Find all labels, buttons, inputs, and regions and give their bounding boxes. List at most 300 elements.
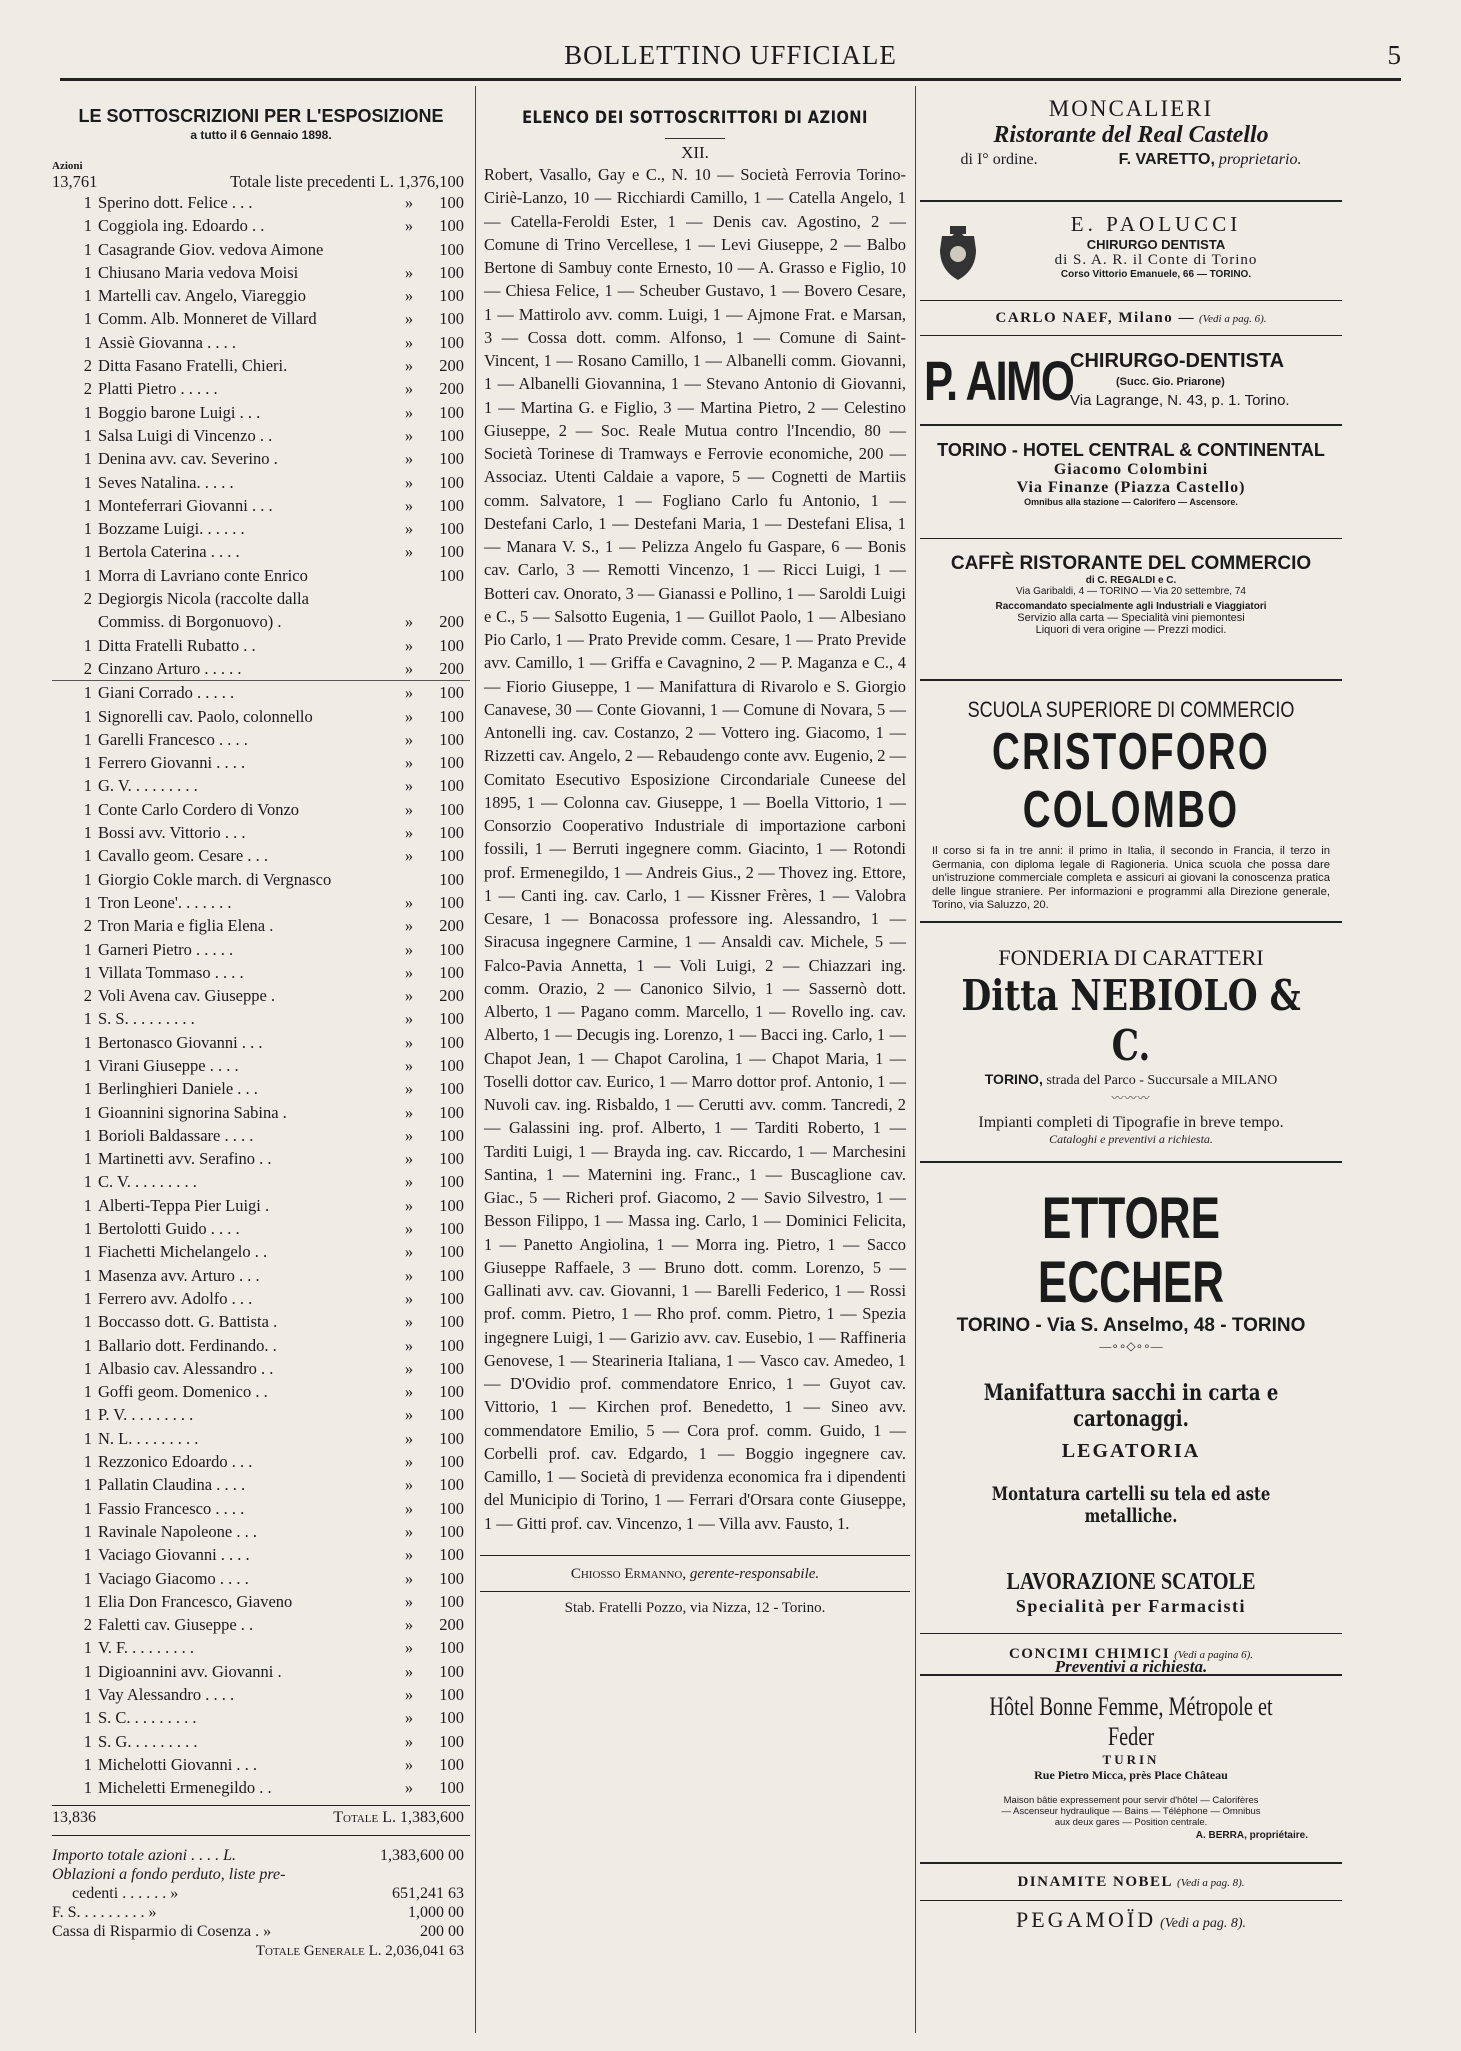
subscriber-amount: 200: [439, 916, 464, 936]
subscriber-row: [52, 821, 470, 844]
subscriber-row: [52, 1520, 470, 1543]
subscriber-shares: 1: [83, 869, 92, 889]
subscriber-row: [52, 1706, 470, 1729]
subscriber-name: Digioannini avv. Giovanni .: [98, 1661, 282, 1681]
subscriber-amount: 100: [439, 1172, 464, 1192]
ditto-mark: »: [404, 356, 414, 376]
subscriber-row: [52, 1613, 470, 1636]
subscriber-shares: 1: [83, 542, 92, 562]
ditto-mark: »: [404, 1288, 414, 1308]
subscriber-shares: 1: [83, 1172, 92, 1192]
subscriber-row: [52, 1753, 470, 1776]
subscriber-row: [52, 238, 470, 261]
subscriber-row: [52, 868, 470, 891]
subscriber-row: [52, 564, 470, 587]
subscriber-row: [52, 961, 470, 984]
subscriber-name: Faletti cav. Giuseppe . .: [98, 1615, 254, 1635]
subscriber-shares: 1: [83, 449, 92, 469]
subscriber-amount: 100: [439, 286, 464, 306]
subscriber-shares: 1: [83, 799, 92, 819]
subscriber-name: Salsa Luigi di Vincenzo . .: [98, 425, 273, 445]
subscriber-amount: 200: [439, 379, 464, 399]
hotel-title: TORINO - HOTEL CENTRAL & CONTINENTAL: [937, 440, 1325, 460]
subscriber-row: [52, 1660, 470, 1683]
ditto-mark: »: [404, 519, 414, 539]
ditto-mark: »: [404, 612, 414, 632]
subscriber-shares: 1: [83, 776, 92, 796]
subscriber-shares: 2: [83, 986, 92, 1006]
subscriber-amount: 100: [439, 1358, 464, 1378]
subscriber-name: Bossi avv. Vittorio . . .: [98, 823, 246, 843]
caffe-address: Via Garibaldi, 4 — TORINO — Via 20 settembre, 74: [1016, 586, 1246, 597]
subscriber-amount: 100: [439, 635, 464, 655]
eccher-line-1: Manifattura sacchi in carta e cartonaggi.: [983, 1380, 1279, 1432]
subscriber-amount: 100: [439, 193, 464, 212]
subscriber-shares: 1: [83, 1685, 92, 1704]
page-header: [60, 38, 1401, 78]
ditto-mark: »: [404, 1009, 414, 1029]
subscriber-shares: 1: [83, 683, 92, 703]
subscriber-shares: 1: [83, 1591, 92, 1611]
paolucci-line: di S. A. R. il Conte di Torino: [1054, 252, 1258, 268]
subscriber-name: Platti Pietro . . . . .: [98, 379, 218, 399]
subscriptions-heading: LE SOTTOSCRIZIONI PER L'ESPOSIZIONE: [78, 106, 444, 126]
subscriber-shares: 1: [83, 1009, 92, 1029]
subscriber-name: Bozzame Luigi. . . . . .: [98, 519, 245, 539]
ditto-mark: »: [404, 1172, 414, 1192]
subscriber-row: [52, 471, 470, 494]
subscriber-row: [52, 1077, 470, 1100]
ditto-mark: »: [404, 916, 414, 936]
subscriber-amount: 100: [439, 239, 464, 259]
footer-rule: [480, 1555, 910, 1556]
subscriber-amount: 100: [439, 1079, 464, 1099]
subscriber-shares: 1: [83, 1708, 92, 1728]
subscriber-amount: 100: [439, 1685, 464, 1704]
subscriber-row: [52, 774, 470, 797]
subscriber-shares: 1: [83, 309, 92, 329]
concimi-ref: (Vedi a pagina 6).: [1174, 1649, 1254, 1661]
dinamite-text: DINAMITE NOBEL: [1017, 1874, 1174, 1890]
subscriber-amount: 100: [439, 565, 464, 585]
oblazioni-value: 651,241 63: [392, 1885, 464, 1903]
subscriber-shares: 1: [83, 565, 92, 585]
ditto-mark: »: [404, 1568, 414, 1588]
subscriber-amount: 100: [439, 1591, 464, 1611]
ditto-mark: »: [404, 1405, 414, 1425]
subscriber-name: Giani Corrado . . . . .: [98, 683, 235, 703]
ditto-mark: »: [404, 495, 414, 515]
ditto-mark: »: [404, 823, 414, 843]
subscriber-shares: 2: [83, 1615, 92, 1635]
subscriber-amount: 100: [439, 729, 464, 749]
ad-aimo: [920, 336, 1342, 426]
ad-pegamoid: [920, 1901, 1342, 1939]
subscriber-amount: 100: [439, 402, 464, 422]
hotel-address: Via Finanze (Piazza Castello): [1016, 479, 1246, 496]
subscriber-shares: 1: [83, 939, 92, 959]
fonderia-wave-ornament: 〰〰〰: [1111, 1091, 1151, 1105]
ditto-mark: »: [404, 1754, 414, 1774]
subscriber-name: Cinzano Arturo . . . . .: [98, 658, 242, 678]
ditto-mark: »: [404, 1265, 414, 1285]
subscriber-name: Berlinghieri Daniele . . .: [98, 1079, 258, 1099]
cassa-value: 200 00: [420, 1923, 464, 1941]
subscriber-name: Tron Leone'. . . . . . .: [98, 892, 232, 912]
subscriber-name: Alberti-Teppa Pier Luigi .: [98, 1195, 270, 1215]
subscriber-amount: 200: [439, 986, 464, 1006]
subscriber-name: Gioannini signorina Sabina .: [98, 1102, 287, 1122]
subscriber-shares: 1: [83, 262, 92, 282]
subscriber-amount: 100: [439, 799, 464, 819]
ditto-mark: »: [404, 1149, 414, 1169]
total-count: 13,836: [52, 1809, 96, 1827]
subscriber-amount: 100: [439, 1242, 464, 1262]
subscriber-name: Villata Tommaso . . . .: [98, 962, 244, 982]
moncalieri-owner: F. VARETTO,: [1118, 151, 1215, 168]
subscriber-name: Masenza avv. Arturo . . .: [98, 1265, 260, 1285]
fs-value: 1,000 00: [408, 1904, 464, 1922]
moncalieri-owner-role: proprietario.: [1218, 151, 1302, 168]
column-divider-2: [915, 86, 916, 2033]
subscriber-row: [52, 424, 470, 447]
caffe-line-3: Liquori di vera origine — Prezzi modici.: [1035, 624, 1227, 636]
bonne-owner: A. BERRA, propriétaire.: [1195, 1830, 1308, 1841]
summary-block: [52, 1846, 470, 1941]
subscriber-shares: 1: [83, 1079, 92, 1099]
subscriber-row: [52, 1683, 470, 1706]
subscriber-shares: 1: [83, 1428, 92, 1448]
ditto-mark: »: [404, 1242, 414, 1262]
subscriber-name: Denina avv. cav. Severino .: [98, 449, 278, 469]
gerente-name: Chiosso Ermanno,: [570, 1565, 687, 1582]
subscriber-amount: 100: [439, 1009, 464, 1029]
moncalieri-ordine: di I° ordine.: [960, 151, 1038, 168]
subscriber-amount: 100: [439, 962, 464, 982]
fonderia-cataloghi: Cataloghi e preventivi a richiesta.: [1049, 1132, 1213, 1146]
fonderia-name: Ditta NEBIOLO & C.: [961, 971, 1301, 1070]
eccher-ornament: —∘∘◇∘∘—: [1099, 1339, 1163, 1353]
pegamoid-text: PEGAMOÏD: [1015, 1907, 1157, 1932]
subscriber-name: Fiachetti Michelangelo . .: [98, 1242, 268, 1262]
subscriber-row: [52, 1054, 470, 1077]
ad-caffe-commercio: [920, 553, 1342, 681]
bonne-line-3: aux deux gares — Position centrale.: [1054, 1817, 1208, 1828]
subscriber-row: [52, 1334, 470, 1357]
ditto-mark: »: [404, 1521, 414, 1541]
subscriber-row: [52, 1264, 470, 1287]
subscriber-shares: 1: [83, 962, 92, 982]
subscriber-row: [52, 1776, 470, 1799]
ditto-mark: »: [404, 1032, 414, 1052]
subscriber-row: [52, 705, 470, 728]
subscriber-amount: 100: [439, 425, 464, 445]
subscriber-row: [52, 1287, 470, 1310]
subscriber-shares: 1: [83, 1382, 92, 1402]
ditto-mark: »: [404, 193, 414, 212]
ditto-mark: »: [404, 402, 414, 422]
ditto-mark: »: [404, 1079, 414, 1099]
ditto-mark: »: [404, 1708, 414, 1728]
subscriber-row: [52, 844, 470, 867]
subscriber-row: [52, 1031, 470, 1054]
subscriber-amount: 100: [439, 1055, 464, 1075]
subscriber-amount: 100: [439, 1661, 464, 1681]
subscriber-name: Casagrande Giov. vedova Aimone: [98, 239, 324, 259]
subscriber-shares: 1: [83, 1568, 92, 1588]
subscriber-name: Bertolotti Guido . . . .: [98, 1219, 240, 1239]
subscriber-row: [52, 657, 470, 680]
subscriber-row: [52, 1124, 470, 1147]
subscriber-name: Boccasso dott. G. Battista .: [98, 1312, 278, 1332]
subscriber-row: [52, 938, 470, 961]
subscriber-shares: 1: [83, 1521, 92, 1541]
paolucci-role: CHIRURGO DENTISTA: [1086, 237, 1226, 252]
eccher-line-3: Montatura cartelli su tela ed aste metalliche.: [991, 1483, 1271, 1527]
subscriber-name: Virani Giuseppe . . . .: [98, 1055, 239, 1075]
subscriber-amount: 100: [439, 332, 464, 352]
subscriber-row: [52, 1007, 470, 1030]
subscriber-row: [52, 1310, 470, 1333]
subscriber-shares: 1: [83, 1452, 92, 1472]
scuola-name: CRISTOFORO COLOMBO: [991, 723, 1271, 839]
aimo-address: Via Lagrange, N. 43, p. 1. Torino.: [1070, 392, 1290, 409]
subscriber-amount: 100: [439, 1335, 464, 1355]
subscriber-name: Garelli Francesco . . . .: [98, 729, 248, 749]
subscriber-amount: 100: [439, 1754, 464, 1774]
subscriber-name: Sperino dott. Felice . . .: [98, 193, 253, 212]
subscriber-row: [52, 331, 470, 354]
subscriber-row: [52, 1101, 470, 1124]
subscriber-amount: 100: [439, 1102, 464, 1122]
subscriber-amount: 100: [439, 1708, 464, 1728]
eccher-preventivi: Preventivi a richiesta.: [1054, 1657, 1208, 1676]
ditto-mark: »: [404, 986, 414, 1006]
subscriber-shares: 1: [83, 1661, 92, 1681]
subscriber-shares: 2: [83, 916, 92, 936]
subscriber-shares: 1: [83, 1242, 92, 1262]
subscriber-row: [52, 587, 470, 610]
subscriber-amount: 200: [439, 612, 464, 632]
ditto-mark: »: [404, 472, 414, 492]
subscriber-shares: 1: [83, 1335, 92, 1355]
subscriber-row: [52, 354, 470, 377]
subscriber-shares: 1: [83, 1312, 92, 1332]
total-rule: [52, 1835, 470, 1836]
subscriber-row: [52, 1357, 470, 1380]
header-rule: [60, 78, 1401, 81]
subscriber-name: Pallatin Claudina . . . .: [98, 1475, 246, 1495]
subscriber-amount: 100: [439, 753, 464, 773]
subscriber-shares: 1: [83, 425, 92, 445]
ditto-mark: »: [404, 939, 414, 959]
subscriber-row: [52, 494, 470, 517]
subscriber-name: Goffi geom. Domenico . .: [98, 1382, 268, 1402]
ditto-mark: »: [404, 962, 414, 982]
subscriber-row: [52, 1403, 470, 1426]
subscriber-shares: 1: [83, 1032, 92, 1052]
subscriber-rows: [52, 191, 470, 1799]
subscriber-amount: 200: [439, 1615, 464, 1635]
subscriber-name: Degiorgis Nicola (raccolte dalla: [98, 589, 309, 609]
ditto-mark: »: [404, 1615, 414, 1635]
subscriber-row: [52, 1567, 470, 1590]
shareholders-text: Robert, Vasallo, Gay e C., N. 10 — Società Ferrovia Torino-Ciriè-Lanzo, 10 — Ricchiardi Camillo, 1 — Catella Angelo, 1 — Catella-Feroldi Ester, 1 — Denis cav. Agostino, 2 — Comune di Trino Vercellese, 1 — Levi Giuseppe, 2 — Balbo Bertone di Sambuy conte Ernesto, 10 — A. Grasso e Figlio, 10 — Chiesa Felice, 1 — Scheuber Gustavo, 1 — Bovero Cesare, 1 — Mattirolo avv. comm. Luigi, 1 — Ajmone Frat. e Marsan, 3 — Cossa dott. comm. Alfonso, 1 — Comune di Saint-Vincent, 1 — Rosano Camillo, 1 — Albanelli comm. Giovanni, 1 — Albanelli Giovannina, 1 — Stevano Antonio di Giovanni, 1 — Martina G. e Figlio, 3 — Martina Pietro, 2 — Celestino Giuseppe, 2 — Soc. Reale Mutua contro l'Incendio, 80 — Società Torinese di Tramways e Ferrovie economiche, 200 — Associaz. Utenti Caldaie a vapore, 5 — Cognetti de Martiis comm. Salvatore, 1 — Fogliano Carlo fu Antonio, 1 — Destefani Carlo, 1 — Destefani Maria, 1 — Destefani Elisa, 1 — Manara V. S., 1 — Pelizza Angelo fu Gaspare, 6 — Bonis cav. Carlo, 3 — Remotti Vincenzo, 1 — Ricci Luigi, 1 — Botteri cav. Onorato, 3 — Gianassi e Pollino, 1 — Saroldi Luigi e C., 5 — Salsotto Eugenia, 1 — Guillot Paolo, 1 — Albesiano Pio Carlo, 1 — Prato Previde comm. Cesare, 1 — Prato Previde avv. Camillo, 1 — Griffa e Cavagnino, 2 — P. Maganza e C., 4 — Fiorio Giuseppe, 1 — Manifattura di Rivarolo e S. Giorgio Canavese, 30 — Conte Giovanni, 1 — Comune di Novara, 5 — Antonelli ing. cav. Costanzo, 2 — Vottero ing. Giacomo, 1 — Rizzetti cav. Angelo, 2 — Rebaudengo conte avv. Eugenio, 2 — Comitato Esecutivo Esposizione Circondariale Cuneese del 1895, 1 — Colonna cav. Giuseppe, 1 — Boella Vittorio, 1 — Consorzio Cooperativo Industriale di importazione carboni fossili, 1 — Berruti ingegnere comm. Giacinto, 1 — Rotondi prof. Ermenegildo, 1 — Andreis Gius., 2 — Thovez ing. Ettore, 1 — Canti ing. cav. Carlo, 1 — Kissner Frères, 1 — Valobra Cesare, 1 — Bonacossa professore ing. Alessandro, 1 — Siracusa ingegnere Carmine, 1 — Ansaldi cav. Michele, 5 — Falco-Pavia Annetta, 1 — Voli Luigi, 2 — Chiazzari ing. comm. Orazio, 2 — Canonico Silvio, 1 — Sassernò dott. Alberto, 1 — Pagano comm. Marcello, 1 — Rovello ing. cav. Alberto, 1 — Decugis ing. Lorenzo, 1 — Bacci ing. Carlo, 1 — Chapot Jean, 1 — Chapot Carolina, 1 — Chapot Maria, 1 — Toselli dottor cav. Eurico, 1 — Marro dottor prof. Antonio, 1 — Nuvoli cav. ing. Risbaldo, 1 — Cerutti avv. comm. Tancredi, 2 — Galassini ing. prof. Alberto, 1 — Tarditi Roberto, 1 — Tarditi Luigi, 1 — Brayda ing. cav. Riccardo, 1 — Marchesini Santina, 1 — Maternini ing. Franc., 1 — Buscaglione cav. Giac., 5 — Richeri prof. Giacomo, 2 — Savio Silvestro, 1 — Besson Filippo, 1 — Massa ing. Carlo, 1 — Dominici Felicita, 1 — Panetto Angiolina, 1 — Morra ing. Pietro, 1 — Sacco Giuseppe Raffaele, 3 — Bruno dott. comm. Lorenzo, 5 — Gallinati avv. cav. Giovanni, 1 — Barelli Federico, 1 — Rossi prof. comm. Pietro, 1 — Rho prof. comm. Pietro, 1 — Spezia ingegnere Luigi, 1 — Garizio avv. cav. Eusebio, 1 — Raffineria Genovese, 1 — Stearineria Italiana, 1 — Vasco cav. Amedeo, 1 — D'Ovidio prof. commendatore Enrico, 1 — Guyot cav. Vittorio, 1 — Kirchen prof. Benedetto, 1 — Sineo avv. commendatore Emilio, 5 — Cora prof. comm. Guido, 1 — Corbelli prof. cav. Edgardo, 1 — Boggio ingegnere cav. Camillo, 1 — Società di previdenza economica fra i dipendenti del Municipio di Torino, 1 — Ferrari d'Orsara conte Giuseppe, 1 — Gitti prof. cav. Vincenzo, 1 — Villa avv. Fausto, 1.: [484, 165, 906, 1533]
subscriptions-date: a tutto il 6 Gennaio 1898.: [190, 128, 332, 142]
gerente-role: gerente-responsabile.: [689, 1565, 820, 1582]
paolucci-address: Corso Vittorio Emanuele, 66 — TORINO.: [1060, 269, 1252, 280]
subscriber-amount: 100: [439, 1265, 464, 1285]
subscriber-shares: 2: [83, 356, 92, 376]
subscriber-amount: 100: [439, 1731, 464, 1751]
ditto-mark: »: [404, 892, 414, 912]
subscriber-amount: 100: [439, 542, 464, 562]
subscriber-name: Conte Carlo Cordero di Vonzo: [98, 799, 300, 819]
subscriber-row: [52, 307, 470, 330]
bonne-title: Hôtel Bonne Femme, Métropole et Feder: [989, 1692, 1273, 1751]
gerente-line: [480, 1566, 910, 1583]
subscriber-name: Borioli Baldassare . . . .: [98, 1125, 254, 1145]
subscriber-name: S. C. . . . . . . . .: [98, 1708, 197, 1728]
subscriber-row: [52, 891, 470, 914]
previous-total-count: 13,761: [52, 172, 98, 191]
subscriber-name: Micheletti Ermenegildo . .: [98, 1778, 272, 1798]
subscriber-name: Giorgio Cokle march. di Vergnasco: [98, 869, 332, 889]
fonderia-address: strada del Parco - Succursale a MILANO: [1046, 1073, 1278, 1088]
scuola-text: Il corso si fa in tre anni: il primo in Italia, il secondo in Francia, il terzo in Germania, con diploma legale di Ragioneria. Unica scuola che possa dare un'istruzione commerciale completa e assicuri ai giovani la conoscenza pratica delle lingue straniere. Per informazioni e programmi alla Direzione generale, Torino, via Saluzzo, 20.: [932, 845, 1330, 911]
subscriber-row: [52, 1497, 470, 1520]
subscriber-shares: 1: [83, 286, 92, 306]
importo-label: Importo totale azioni . . . . L.: [52, 1847, 237, 1865]
subscriber-shares: 1: [83, 239, 92, 259]
ad-concimi: [920, 1634, 1342, 1676]
total-line: [52, 1805, 470, 1827]
footer-rule-2: [480, 1591, 910, 1592]
subscriber-name: Martinetti avv. Serafino . .: [98, 1149, 272, 1169]
subscriber-amount: 100: [439, 1452, 464, 1472]
naef-text: CARLO NAEF, Milano —: [995, 310, 1195, 326]
subscriber-shares: 1: [83, 1149, 92, 1169]
subscriber-row: [52, 1590, 470, 1613]
caffe-line-2: Servizio alla carta — Specialità vini piemontesi: [1017, 612, 1245, 624]
total-amount: Totale L. 1,383,600: [333, 1809, 464, 1827]
subscriber-shares: 1: [83, 706, 92, 726]
ad-scuola-colombo: [920, 697, 1342, 923]
ditto-mark: »: [404, 658, 414, 678]
ditto-mark: »: [404, 1498, 414, 1518]
section-number: XII.: [681, 143, 709, 162]
subscriber-row: [52, 680, 470, 704]
subscriber-name: Vaciago Giacomo . . . .: [98, 1568, 249, 1588]
subscriber-amount: 100: [439, 869, 464, 889]
subscriber-name: C. V. . . . . . . . .: [98, 1172, 197, 1192]
bonne-line-2: — Ascenseur hydraulique — Bains — Téléphone — Omnibus: [1001, 1806, 1261, 1817]
ditto-mark: »: [404, 1102, 414, 1122]
subscriber-amount: 100: [439, 776, 464, 796]
subscriber-name: Albasio cav. Alessandro . .: [98, 1358, 274, 1378]
subscriber-amount: 100: [439, 1312, 464, 1332]
aimo-name: P. AIMO: [924, 349, 1074, 412]
subscriber-amount: 100: [439, 1219, 464, 1239]
subscriber-row: [52, 447, 470, 470]
fonderia-title: FONDERIA DI CARATTERI: [998, 945, 1264, 970]
subscriber-amount: 100: [439, 1125, 464, 1145]
ditto-mark: »: [404, 379, 414, 399]
subscriber-shares: 1: [83, 1265, 92, 1285]
subscriber-name: N. L. . . . . . . . .: [98, 1428, 199, 1448]
ditto-mark: [400, 564, 418, 587]
subscriber-row: [52, 984, 470, 1007]
subscriber-row: [52, 728, 470, 751]
subscriber-amount: 100: [439, 495, 464, 515]
subscriber-shares: 1: [83, 635, 92, 655]
subscriber-shares: 1: [83, 1055, 92, 1075]
ditto-mark: »: [404, 753, 414, 773]
eccher-name: ETTORE ECCHER: [1037, 1186, 1225, 1315]
hotel-features: Omnibus alla stazione — Calorifero — Ascensore.: [1024, 497, 1238, 507]
oblazioni-label: Oblazioni a fondo perduto, liste pre-: [52, 1866, 286, 1884]
bonne-line-1: Maison bâtie expressement pour servir d'hôtel — Calorifères: [1003, 1795, 1259, 1806]
ditto-mark: »: [404, 1685, 414, 1704]
bonne-address: Rue Pietro Micca, près Place Château: [1034, 1768, 1228, 1782]
shareholders-heading: ELENCO DEI SOTTOSCRITTORI DI AZIONI: [522, 108, 868, 128]
ad-hotel-central: [920, 440, 1342, 539]
subscriber-shares: 1: [83, 1498, 92, 1518]
subscriber-row: [52, 914, 470, 937]
printer-line: Stab. Fratelli Pozzo, via Nizza, 12 - Torino.: [564, 1599, 826, 1616]
ditto-mark: »: [404, 776, 414, 796]
moncalieri-title: MONCALIERI: [1048, 96, 1214, 121]
subscriber-name: Ferrero avv. Adolfo . . .: [98, 1288, 253, 1308]
subscriber-shares: 1: [83, 1358, 92, 1378]
heading-rule: [665, 138, 725, 139]
caffe-line-1: Raccomandato specialmente agli Industriali e Viaggiatori: [995, 601, 1267, 612]
subscriber-shares: 2: [83, 658, 92, 678]
eccher-farmacisti: Specialità per Farmacisti: [1015, 1596, 1247, 1616]
ad-paolucci: [920, 212, 1342, 301]
subscriber-row: [52, 1543, 470, 1566]
subscriber-row: [52, 1473, 470, 1496]
aimo-role: CHIRURGO-DENTISTA: [1070, 350, 1285, 372]
subscriber-shares: 1: [83, 753, 92, 773]
subscriber-amount: 100: [439, 1498, 464, 1518]
ditto-mark: »: [404, 449, 414, 469]
subscriber-shares: 1: [83, 519, 92, 539]
subscriber-row: [52, 634, 470, 657]
subscriber-row: [52, 284, 470, 307]
subscriber-name: Monteferrari Giovanni . . .: [98, 495, 273, 515]
ditto-mark: »: [404, 1335, 414, 1355]
subscriber-shares: 1: [83, 1638, 92, 1658]
subscriber-name: V. F. . . . . . . . .: [98, 1638, 195, 1658]
subscriber-row: [52, 1240, 470, 1263]
subscriber-amount: 100: [439, 1288, 464, 1308]
subscriber-name: Boggio barone Luigi . . .: [98, 402, 261, 422]
subscriber-row: [52, 798, 470, 821]
subscriber-row: [52, 1730, 470, 1753]
fs-label: F. S. . . . . . . . . »: [52, 1904, 157, 1922]
ditto-mark: »: [404, 1358, 414, 1378]
subscriber-row: [52, 517, 470, 540]
dinamite-ref: (Vedi a pag. 8).: [1177, 1877, 1245, 1889]
subscriber-row: [52, 1170, 470, 1193]
ditto-mark: »: [404, 1195, 414, 1215]
subscriber-shares: 1: [83, 1731, 92, 1751]
subscriber-amount: 100: [439, 1545, 464, 1565]
subscriber-amount: 100: [439, 1405, 464, 1425]
subscriber-amount: 100: [439, 449, 464, 469]
previous-total-text: Totale liste precedenti L. 1,376,100: [230, 172, 464, 191]
